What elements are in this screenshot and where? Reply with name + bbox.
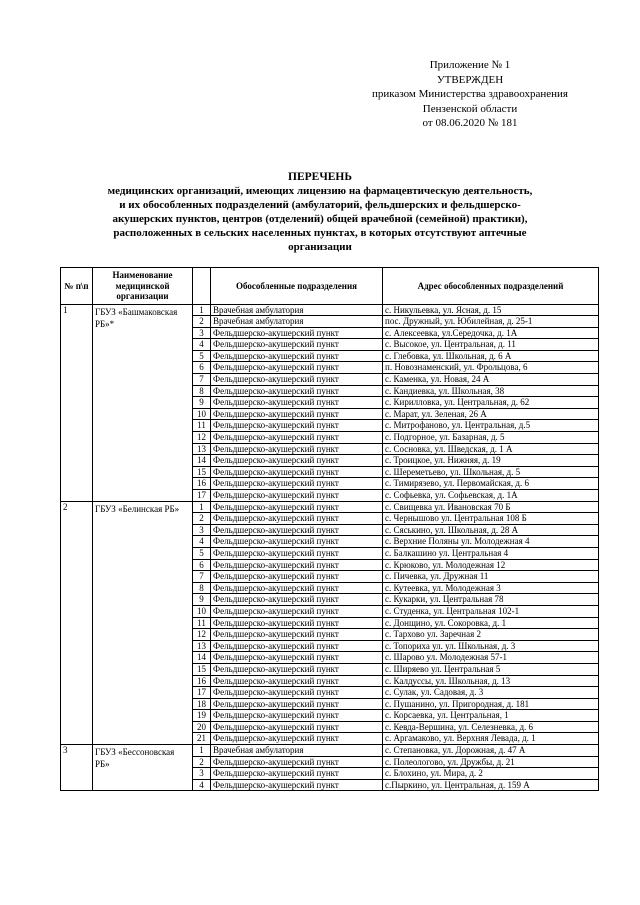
org-number: 2 bbox=[61, 501, 93, 744]
unit-name: Фельдшерско-акушерский пункт bbox=[211, 397, 383, 409]
unit-address: с. Тимирязево, ул. Первомайская, д. 6 bbox=[383, 478, 599, 490]
table-body bbox=[61, 304, 599, 791]
table-row bbox=[61, 304, 599, 316]
unit-index: 11 bbox=[193, 617, 211, 629]
unit-name: Фельдшерско-акушерский пункт bbox=[211, 524, 383, 536]
unit-index: 18 bbox=[193, 698, 211, 710]
unit-name: Фельдшерско-акушерский пункт bbox=[211, 663, 383, 675]
unit-address: с. Марат, ул. Зеленая, 26 А bbox=[383, 408, 599, 420]
header-org: Наименование медицинской организации bbox=[93, 268, 193, 305]
unit-name: Фельдшерско-акушерский пункт bbox=[211, 385, 383, 397]
unit-name: Фельдшерско-акушерский пункт bbox=[211, 779, 383, 791]
unit-name: Фельдшерско-акушерский пункт bbox=[211, 594, 383, 606]
unit-address: с. Кандиевка, ул. Школьная, 38 bbox=[383, 385, 599, 397]
unit-name: Фельдшерско-акушерский пункт bbox=[211, 443, 383, 455]
title-line-2: и их обособленных подразделений (амбулаторий, фельдшерских и фельдшерско- bbox=[119, 199, 521, 211]
unit-index: 4 bbox=[193, 779, 211, 791]
approval-header bbox=[340, 58, 600, 131]
unit-name: Врачебная амбулатория bbox=[211, 745, 383, 757]
unit-name: Фельдшерско-акушерский пункт bbox=[211, 374, 383, 386]
unit-address: с. Шереметьево, ул. Школьная, д. 5 bbox=[383, 466, 599, 478]
unit-index: 13 bbox=[193, 443, 211, 455]
unit-address: с. Полеологово, ул. Дружбы, д. 21 bbox=[383, 756, 599, 768]
unit-name: Фельдшерско-акушерский пункт bbox=[211, 675, 383, 687]
unit-name: Фельдшерско-акушерский пункт bbox=[211, 756, 383, 768]
unit-index: 8 bbox=[193, 385, 211, 397]
unit-address: с.Пыркино, ул. Центральная, д. 159 А bbox=[383, 779, 599, 791]
table-header-row bbox=[61, 268, 599, 305]
unit-index: 2 bbox=[193, 513, 211, 525]
unit-index: 13 bbox=[193, 640, 211, 652]
unit-index: 17 bbox=[193, 490, 211, 502]
unit-index: 2 bbox=[193, 316, 211, 328]
order-line: приказом Министерства здравоохранения bbox=[372, 88, 568, 100]
unit-name: Фельдшерско-акушерский пункт bbox=[211, 420, 383, 432]
unit-address: с. Митрофаново, ул. Центральная, д.5 bbox=[383, 420, 599, 432]
unit-index: 9 bbox=[193, 397, 211, 409]
unit-index: 5 bbox=[193, 350, 211, 362]
header-no: № п\п bbox=[61, 268, 93, 305]
header-address: Адрес обособленных подразделений bbox=[383, 268, 599, 305]
unit-address: с. Глебовка, ул. Школьная, д. 6 А bbox=[383, 350, 599, 362]
unit-address: с. Ширяево ул. Центральная 5 bbox=[383, 663, 599, 675]
unit-index: 14 bbox=[193, 455, 211, 467]
unit-name: Фельдшерско-акушерский пункт bbox=[211, 617, 383, 629]
title-line-4: расположенных в сельских населенных пунктах, в которых отсутствуют аптечные bbox=[113, 227, 527, 239]
order-date-line: от 08.06.2020 № 181 bbox=[422, 117, 518, 129]
org-number: 1 bbox=[61, 304, 93, 501]
unit-index: 3 bbox=[193, 327, 211, 339]
unit-address: с. Крюково, ул. Молодежная 12 bbox=[383, 559, 599, 571]
unit-address: с. Топориха ул. ул. Школьная, д. 3 bbox=[383, 640, 599, 652]
unit-address: с. Аргамаково, ул. Верхняя Левада, д. 1 bbox=[383, 733, 599, 745]
unit-name: Фельдшерско-акушерский пункт bbox=[211, 466, 383, 478]
unit-name: Фельдшерско-акушерский пункт bbox=[211, 768, 383, 780]
unit-index: 4 bbox=[193, 536, 211, 548]
org-name: ГБУЗ «Башмаковская РБ»* bbox=[93, 304, 193, 501]
header-unit: Обособленные подразделения bbox=[211, 268, 383, 305]
unit-address: с. Степановка, ул. Дорожная, д. 47 А bbox=[383, 745, 599, 757]
unit-address: с. Сулак, ул. Садовая, д. 3 bbox=[383, 687, 599, 699]
unit-name: Фельдшерско-акушерский пункт bbox=[211, 327, 383, 339]
unit-name: Фельдшерско-акушерский пункт bbox=[211, 559, 383, 571]
unit-index: 14 bbox=[193, 652, 211, 664]
title-line-5: организации bbox=[288, 241, 352, 253]
unit-name: Фельдшерско-акушерский пункт bbox=[211, 339, 383, 351]
unit-name: Фельдшерско-акушерский пункт bbox=[211, 687, 383, 699]
unit-index: 2 bbox=[193, 756, 211, 768]
unit-name: Фельдшерско-акушерский пункт bbox=[211, 455, 383, 467]
org-name: ГБУЗ «Белинская РБ» bbox=[93, 501, 193, 744]
unit-address: с. Кутеевка, ул. Молодежная 3 bbox=[383, 582, 599, 594]
unit-index: 16 bbox=[193, 478, 211, 490]
unit-name: Фельдшерско-акушерский пункт bbox=[211, 478, 383, 490]
unit-index: 10 bbox=[193, 605, 211, 617]
unit-index: 7 bbox=[193, 571, 211, 583]
unit-name: Фельдшерско-акушерский пункт bbox=[211, 536, 383, 548]
unit-address: с. Кирилловка, ул. Центральная, д. 62 bbox=[383, 397, 599, 409]
unit-index: 7 bbox=[193, 374, 211, 386]
unit-index: 8 bbox=[193, 582, 211, 594]
unit-name: Фельдшерско-акушерский пункт bbox=[211, 501, 383, 513]
unit-name: Врачебная амбулатория bbox=[211, 316, 383, 328]
unit-index: 9 bbox=[193, 594, 211, 606]
unit-address: с. Студенка, ул. Центральная 102-1 bbox=[383, 605, 599, 617]
unit-name: Фельдшерско-акушерский пункт bbox=[211, 605, 383, 617]
unit-index: 1 bbox=[193, 501, 211, 513]
unit-index: 4 bbox=[193, 339, 211, 351]
unit-index: 10 bbox=[193, 408, 211, 420]
unit-index: 12 bbox=[193, 432, 211, 444]
header-idx bbox=[193, 268, 211, 305]
unit-name: Фельдшерско-акушерский пункт bbox=[211, 710, 383, 722]
unit-address: п. Новознаменский, ул. Фрольцова, 6 bbox=[383, 362, 599, 374]
unit-index: 19 bbox=[193, 710, 211, 722]
unit-name: Фельдшерско-акушерский пункт bbox=[211, 362, 383, 374]
unit-address: с. Никульевка, ул. Ясная, д. 15 bbox=[383, 304, 599, 316]
title-heading: ПЕРЕЧЕНЬ bbox=[288, 171, 352, 183]
unit-name: Фельдшерско-акушерский пункт bbox=[211, 652, 383, 664]
unit-address: с. Сяськино, ул. Школьная, д. 28 А bbox=[383, 524, 599, 536]
unit-address: с. Корсаевка, ул. Центральная, 1 bbox=[383, 710, 599, 722]
unit-address: пос. Дружный, ул. Юбилейная, д. 25-1 bbox=[383, 316, 599, 328]
unit-address: с. Донщино, ул. Сокоровка, д. 1 bbox=[383, 617, 599, 629]
unit-address: с. Высокое, ул. Центральная, д. 11 bbox=[383, 339, 599, 351]
unit-address: с. Пичевка, ул. Дружная 11 bbox=[383, 571, 599, 583]
unit-index: 3 bbox=[193, 524, 211, 536]
unit-address: с. Алексеевка, ул.Середочка, д. 1А bbox=[383, 327, 599, 339]
org-name: ГБУЗ «Бессоновская РБ» bbox=[93, 745, 193, 791]
unit-address: с. Кевда-Вершина, ул. Селезневка, д. 6 bbox=[383, 721, 599, 733]
title-line-3: акушерских пунктов, центров (отделений) общей врачебной (семейной) практики), bbox=[112, 213, 528, 225]
unit-name: Фельдшерско-акушерский пункт bbox=[211, 698, 383, 710]
unit-address: с. Чернышово ул. Центральная 108 Б bbox=[383, 513, 599, 525]
unit-address: с. Софьевка, ул. Софьевская, д. 1А bbox=[383, 490, 599, 502]
unit-name: Фельдшерско-акушерский пункт bbox=[211, 350, 383, 362]
unit-index: 11 bbox=[193, 420, 211, 432]
unit-name: Фельдшерско-акушерский пункт bbox=[211, 640, 383, 652]
unit-name: Фельдшерско-акушерский пункт bbox=[211, 629, 383, 641]
organizations-table bbox=[60, 267, 599, 791]
region-line: Пензенской области bbox=[422, 102, 518, 115]
unit-name: Фельдшерско-акушерский пункт bbox=[211, 582, 383, 594]
unit-address: с. Пушанино, ул. Пригородная, д. 181 bbox=[383, 698, 599, 710]
unit-index: 12 bbox=[193, 629, 211, 641]
unit-address: с. Тархово ул. Заречная 2 bbox=[383, 629, 599, 641]
unit-index: 1 bbox=[193, 745, 211, 757]
unit-name: Фельдшерско-акушерский пункт bbox=[211, 721, 383, 733]
org-number: 3 bbox=[61, 745, 93, 791]
unit-address: с. Блохино, ул. Мира, д. 2 bbox=[383, 768, 599, 780]
unit-index: 6 bbox=[193, 362, 211, 374]
unit-index: 5 bbox=[193, 547, 211, 559]
unit-address: с. Балкашино ул. Центральная 4 bbox=[383, 547, 599, 559]
unit-name: Фельдшерско-акушерский пункт bbox=[211, 432, 383, 444]
appendix-label: Приложение № 1 bbox=[429, 59, 511, 71]
unit-name: Фельдшерско-акушерский пункт bbox=[211, 571, 383, 583]
approved-label: УТВЕРЖДЕН bbox=[436, 73, 504, 86]
table-row bbox=[61, 501, 599, 513]
unit-index: 15 bbox=[193, 466, 211, 478]
title-line-1: медицинских организаций, имеющих лицензию на фармацевтическую деятельность, bbox=[107, 185, 533, 197]
unit-address: с. Сосновка, ул. Шведская, д. 1 А bbox=[383, 443, 599, 455]
unit-index: 15 bbox=[193, 663, 211, 675]
unit-address: с. Троицкое, ул. Нижняя, д. 19 bbox=[383, 455, 599, 467]
unit-index: 16 bbox=[193, 675, 211, 687]
unit-address: с. Верхние Поляны ул. Молодежная 4 bbox=[383, 536, 599, 548]
unit-name: Фельдшерско-акушерский пункт bbox=[211, 547, 383, 559]
unit-name: Фельдшерско-акушерский пункт bbox=[211, 513, 383, 525]
unit-address: с. Кукарки, ул. Центральная 78 bbox=[383, 594, 599, 606]
unit-index: 6 bbox=[193, 559, 211, 571]
unit-index: 17 bbox=[193, 687, 211, 699]
unit-index: 3 bbox=[193, 768, 211, 780]
table-row bbox=[61, 745, 599, 757]
unit-name: Фельдшерско-акушерский пункт bbox=[211, 490, 383, 502]
unit-address: с. Калдуссы, ул. Школьная, д. 13 bbox=[383, 675, 599, 687]
unit-name: Фельдшерско-акушерский пункт bbox=[211, 733, 383, 745]
document-title bbox=[80, 170, 560, 254]
unit-index: 1 bbox=[193, 304, 211, 316]
unit-name: Фельдшерско-акушерский пункт bbox=[211, 408, 383, 420]
unit-address: с. Свищевка ул. Ивановская 70 Б bbox=[383, 501, 599, 513]
unit-address: с. Шарово ул. Молодежная 57-1 bbox=[383, 652, 599, 664]
unit-index: 21 bbox=[193, 733, 211, 745]
unit-address: с. Каменка, ул. Новая, 24 А bbox=[383, 374, 599, 386]
unit-address: с. Подгорное, ул. Базарная, д. 5 bbox=[383, 432, 599, 444]
unit-name: Врачебная амбулатория bbox=[211, 304, 383, 316]
unit-index: 20 bbox=[193, 721, 211, 733]
